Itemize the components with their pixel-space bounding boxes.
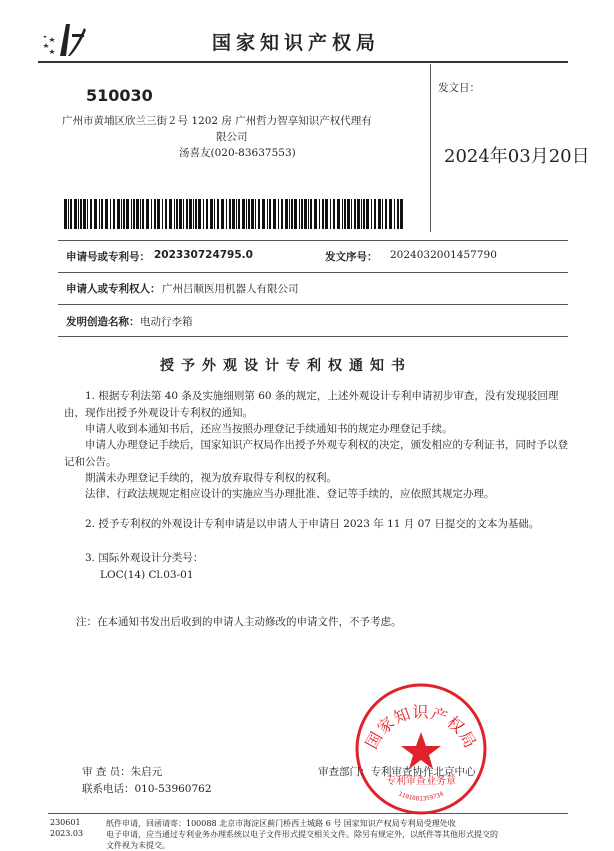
info-rule-2 — [58, 304, 568, 305]
invention-label: 发明创造名称： — [66, 316, 140, 328]
paragraph-2: 申请人收到本通知书后，还应当按照办理登记手续通知书的规定办理登记手续。 — [85, 423, 453, 435]
notice-title: 授予外观设计专利权通知书 — [160, 358, 412, 374]
seal-inner-text: 专利审查业务章 — [386, 776, 456, 787]
header-rule — [38, 61, 568, 63]
applicant-label: 申请人或专利权人： — [66, 283, 161, 295]
address-line-2: 限公司 — [216, 131, 248, 143]
app-no-label: 申请号或专利号： — [66, 251, 150, 263]
examiner: 审 查 员：朱启元 — [82, 766, 163, 778]
note: 注：在本通知书发出后收到的申请人主动修改的申请文件，不予考虑。 — [76, 616, 402, 628]
footer-rule — [48, 813, 568, 814]
issue-date-value: 2024年03月20日 — [444, 146, 590, 167]
cnipa-logo — [40, 18, 88, 58]
app-no-value: 202330724795.0 — [154, 249, 253, 261]
paragraph-3: 申请人办理登记手续后，国家知识产权局作出授予外观专利权的决定，颁发相应的专利证书，同时予以登记和公告。 — [64, 439, 568, 468]
department: 审查部门：专利审查协作北京中心 — [318, 766, 476, 778]
paragraph-6: 2. 授予专利权的外观设计专利申请是以申请人于申请日 2023 年 11 月 07 日提交的文本为基础。 — [85, 518, 540, 530]
info-rule-3 — [58, 336, 568, 337]
footer-code-2: 2023.03 — [50, 829, 84, 838]
applicant-value: 广州吕顺医用机器人有限公司 — [162, 283, 299, 295]
footer-line-3: 文件视为未提交。 — [106, 841, 170, 850]
svg-text:1101081359734 — [397, 790, 445, 802]
date-box-divider — [430, 64, 431, 232]
serial-value: 2024032001457790 — [390, 249, 497, 261]
footer-line-2: 电子申请，应当通过专利业务办理系统以电子文件形式提交相关文件。除另有规定外，以纸件等其他形式提交的 — [106, 830, 498, 839]
paragraph-4: 期满未办理登记手续的，视为放弃取得专利权的权利。 — [85, 472, 337, 484]
phone: 联系电话：010-53960762 — [82, 783, 212, 795]
seal-arc-text: 国家知识产权局 — [361, 702, 481, 752]
barcode — [64, 199, 406, 229]
paragraph-5: 法律、行政法规规定相应设计的实施应当办理批准、登记等手续的，应依照其规定办理。 — [85, 488, 495, 500]
address-line-1: 广州市黄埔区欣兰三街２号 1202 房 广州哲力智享知识产权代理有 — [62, 115, 372, 127]
info-rule-top — [58, 240, 568, 241]
footer-code-1: 230601 — [50, 818, 81, 827]
classification-code: LOC(14) Cl.03-01 — [100, 569, 194, 581]
office-title: 国家知识产权局 — [212, 32, 381, 54]
footer-line-1: 纸件申请，回函请寄：100088 北京市海淀区蓟门桥西土城路 6 号 国家知识产权局专利局受理处收 — [106, 819, 456, 828]
serial-label: 发文序号： — [325, 251, 378, 263]
official-seal — [352, 680, 490, 818]
paragraph-7: 3. 国际外观设计分类号： — [85, 552, 204, 564]
postcode: 510030 — [86, 86, 153, 105]
invention-value: 电动行李箱 — [140, 316, 193, 328]
seal-code: 1101081359734 — [397, 790, 445, 803]
info-rule-1 — [58, 272, 568, 273]
paragraph-1: 1. 根据专利法第 40 条及实施细则第 60 条的规定，上述外观设计专利申请初步审查，没有发现驳回理由，现作出授予外观设计专利权的通知。 — [64, 390, 559, 419]
issue-date-label: 发文日： — [438, 82, 480, 94]
contact: 汤喜友(020-83637553) — [179, 147, 296, 159]
